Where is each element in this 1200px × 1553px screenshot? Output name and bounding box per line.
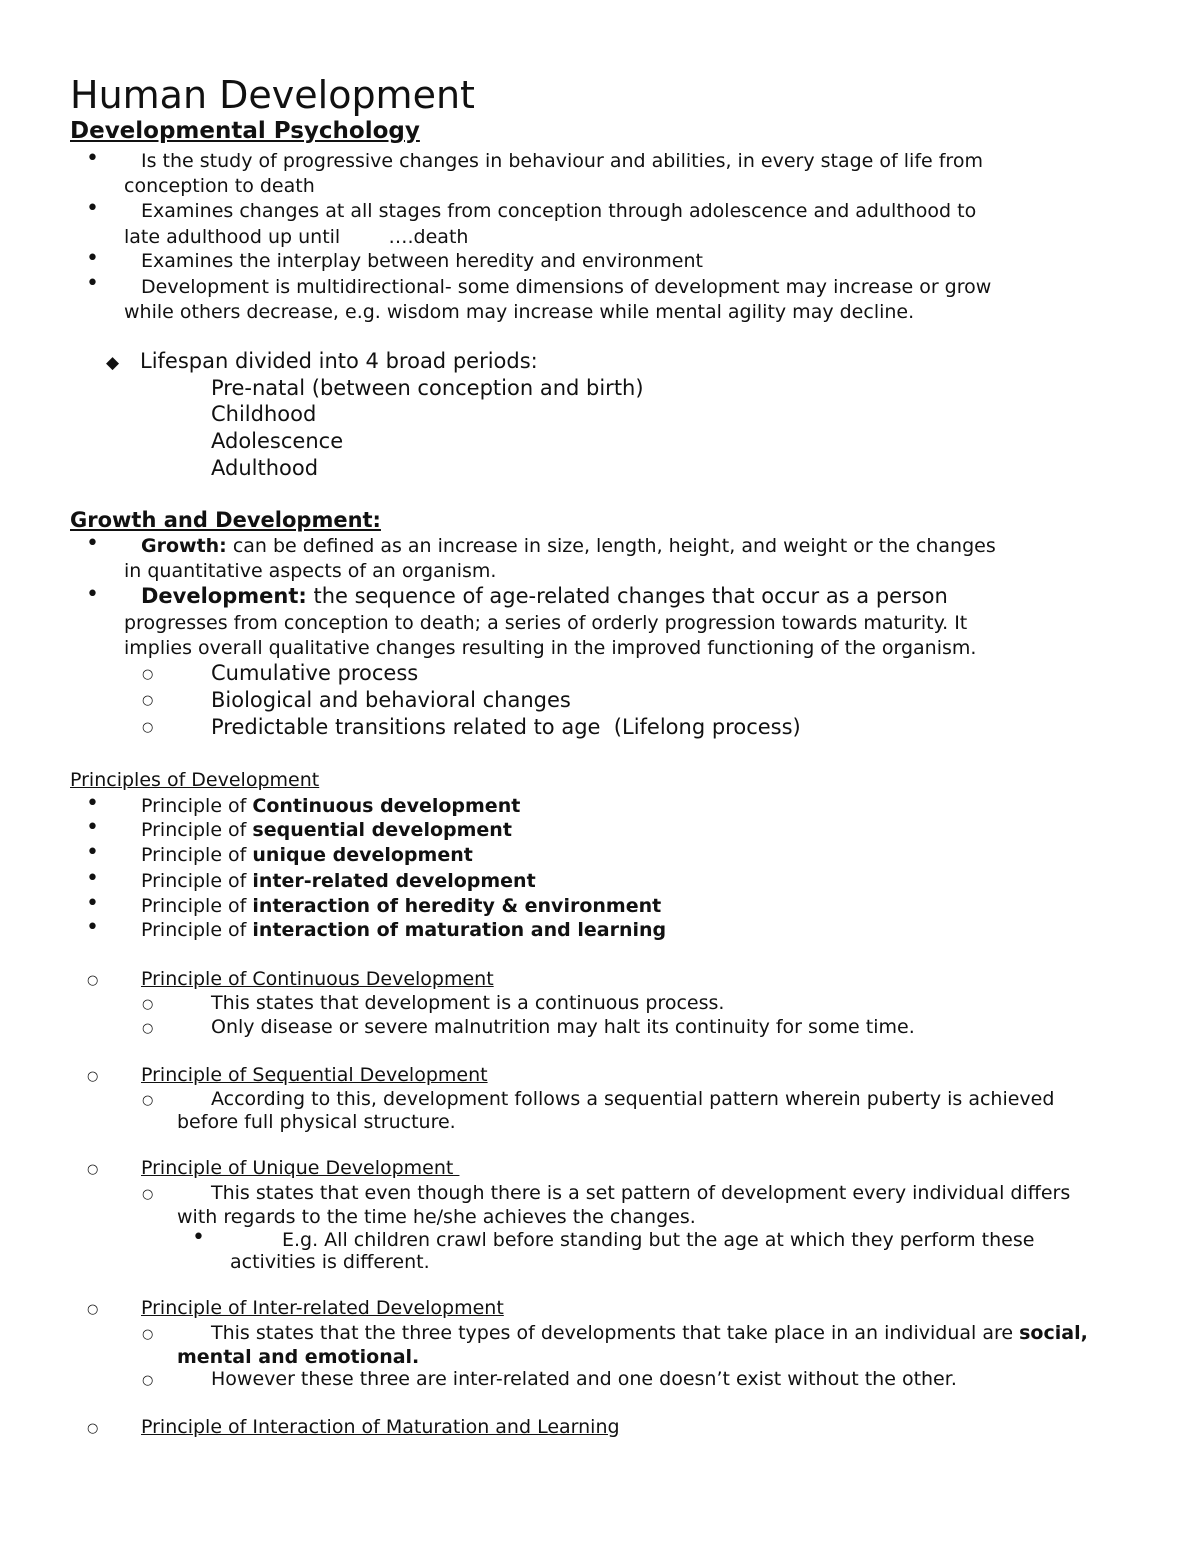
circle-bullet-icon: ○: [142, 667, 154, 682]
bullet-icon: •: [86, 815, 99, 840]
circle-bullet-icon: ○: [142, 720, 154, 735]
circle-bullet-icon: ○: [142, 1093, 154, 1108]
text-line: while others decrease, e.g. wisdom may increase while mental agility may decline.: [124, 301, 915, 323]
heading-continuous-development: Principle of Continuous Development: [141, 968, 494, 990]
circle-bullet-icon: ○: [142, 1373, 154, 1388]
principle-item: [141, 897, 661, 916]
text-line: E.g. All children crawl before standing but the age at which they perform these: [282, 1229, 1035, 1251]
principle-item: [141, 872, 536, 891]
period-item: Pre-natal (between conception and birth): [211, 376, 644, 400]
text-line: Lifespan divided into 4 broad periods:: [140, 349, 538, 373]
sub-item: Cumulative process: [211, 661, 419, 685]
text-line: This states that development is a continuous process.: [211, 992, 725, 1014]
term-development: Development:: [141, 584, 307, 608]
text-line: Examines the interplay between heredity and environment: [141, 250, 703, 272]
principle-name: Continuous development: [252, 795, 521, 817]
page-title: Human Development: [70, 73, 475, 117]
bullet-icon: •: [86, 582, 99, 607]
bullet-icon: •: [86, 891, 99, 916]
sub-item: Predictable transitions related to age (Lifelong process): [211, 715, 801, 739]
circle-bullet-icon: ○: [87, 1162, 99, 1177]
text-line: However these three are inter-related and one doesn’t exist without the other.: [211, 1368, 957, 1390]
principle-item: [141, 797, 520, 816]
diamond-bullet-icon: ◆: [106, 353, 120, 373]
text-span: the sequence of age-related changes that occur as a person: [306, 584, 948, 608]
heading-interrelated-development: Principle of Inter-related Development: [141, 1297, 504, 1319]
text-span: can be defined as an increase in size, length, height, and weight or the changes: [226, 535, 996, 557]
text-line: activities is different.: [230, 1251, 430, 1273]
circle-bullet-icon: ○: [142, 1327, 154, 1342]
text-line: Is the study of progressive changes in behaviour and abilities, in every stage of life from: [141, 150, 983, 172]
heading-principles-of-development: Principles of Development: [70, 769, 320, 791]
text-line: [211, 1324, 1088, 1343]
circle-bullet-icon: ○: [142, 997, 154, 1012]
text-span: This states that the three types of developments that take place in an individual are: [211, 1322, 1020, 1344]
text-span: Principle of: [141, 895, 253, 917]
heading-maturation-and-learning: Principle of Interaction of Maturation and Learning: [141, 1416, 620, 1438]
circle-bullet-icon: ○: [142, 1021, 154, 1036]
heading-unique-development: Principle of Unique Development: [141, 1157, 460, 1179]
text-span: Principle of: [141, 795, 253, 817]
bullet-icon: •: [86, 531, 99, 556]
period-item: Adulthood: [211, 456, 319, 480]
text-line: in quantitative aspects of an organism.: [124, 560, 497, 582]
text-line: Examines changes at all stages from conception through adolescence and adulthood to: [141, 200, 977, 222]
bullet-icon: •: [192, 1225, 205, 1250]
text-line: progresses from conception to death; a series of orderly progression towards maturity. It: [124, 612, 968, 634]
text-span: Principle of: [141, 919, 253, 941]
heading-sequential-development: Principle of Sequential Development: [141, 1064, 488, 1086]
principle-name: sequential development: [252, 819, 512, 841]
circle-bullet-icon: ○: [87, 1421, 99, 1436]
text-span: Principle of: [141, 870, 253, 892]
circle-bullet-icon: ○: [142, 693, 154, 708]
principle-item: [141, 921, 666, 940]
period-item: Childhood: [211, 402, 317, 426]
bullet-icon: •: [86, 791, 99, 816]
bullet-icon: •: [86, 246, 99, 271]
circle-bullet-icon: ○: [87, 1302, 99, 1317]
text-line: According to this, development follows a sequential pattern wherein puberty is achieved: [211, 1088, 1055, 1110]
principle-name: unique development: [252, 844, 473, 866]
text-line: before full physical structure.: [177, 1111, 456, 1133]
principle-name: interaction of maturation and learning: [252, 919, 667, 941]
heading-developmental-psychology: Developmental Psychology: [70, 118, 420, 144]
principle-item: [141, 846, 473, 865]
bold-text: social,: [1019, 1322, 1088, 1344]
text-line: conception to death: [124, 175, 315, 197]
circle-bullet-icon: ○: [87, 1069, 99, 1084]
bullet-icon: •: [86, 146, 99, 171]
bullet-icon: •: [86, 840, 99, 865]
sub-item: Biological and behavioral changes: [211, 688, 571, 712]
text-line: implies overall qualitative changes resulting in the improved functioning of the organism.: [124, 637, 977, 659]
text-line: Only disease or severe malnutrition may halt its continuity for some time.: [211, 1016, 915, 1038]
bullet-icon: •: [86, 866, 99, 891]
text-span: Principle of: [141, 819, 253, 841]
principle-name: interaction of heredity & environment: [252, 895, 662, 917]
text-span: Principle of: [141, 844, 253, 866]
period-item: Adolescence: [211, 429, 344, 453]
text-line: This states that even though there is a set pattern of development every individual differs: [211, 1182, 1071, 1204]
bold-text: mental and emotional.: [177, 1346, 420, 1368]
term-growth: Growth:: [141, 535, 227, 557]
bullet-icon: •: [86, 196, 99, 221]
bullet-icon: •: [86, 271, 99, 296]
principle-name: inter-related development: [252, 870, 536, 892]
text-line: with regards to the time he/she achieves the changes.: [177, 1206, 696, 1228]
text-line: late adulthood up until ….death: [124, 226, 469, 248]
principle-item: [141, 821, 512, 840]
text-line: Development is multidirectional- some dimensions of development may increase or grow: [141, 276, 992, 298]
heading-growth-and-development: Growth and Development:: [70, 508, 381, 532]
text-line: [141, 537, 996, 556]
circle-bullet-icon: ○: [142, 1187, 154, 1202]
bullet-icon: •: [86, 915, 99, 940]
text-line: [177, 1348, 419, 1367]
text-line: [141, 586, 948, 607]
circle-bullet-icon: ○: [87, 973, 99, 988]
